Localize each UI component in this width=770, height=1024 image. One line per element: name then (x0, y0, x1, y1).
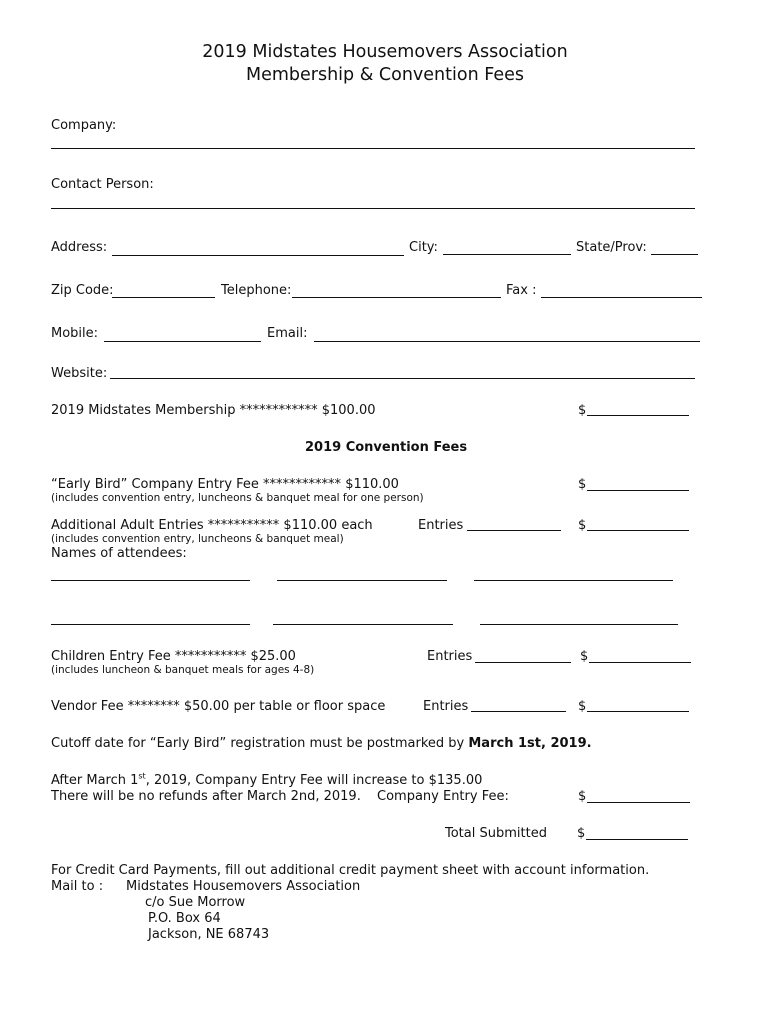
company-entry-fee-label: Company Entry Fee: (377, 789, 509, 804)
vendor-entries-line[interactable] (471, 711, 566, 712)
mail-address-line3: P.O. Box 64 (148, 911, 221, 926)
attendee-name-line[interactable] (277, 580, 447, 581)
mobile-label: Mobile: (51, 326, 99, 341)
total-dollar-sign: $ (577, 826, 586, 841)
credit-card-note: For Credit Card Payments, fill out additional credit payment sheet with account information. (51, 863, 650, 878)
early-bird-amount-line[interactable] (587, 490, 689, 491)
contact-person-label: Contact Person: (51, 177, 154, 192)
cutoff-notice (51, 736, 592, 752)
additional-amount-line[interactable] (587, 530, 689, 531)
early-bird-dollar-sign: $ (578, 477, 587, 492)
membership-amount-line[interactable] (587, 415, 689, 416)
company-field-line[interactable] (51, 148, 695, 149)
website-field-line[interactable] (110, 378, 695, 379)
city-field-line[interactable] (443, 254, 571, 255)
state-label: State/Prov: (576, 240, 647, 255)
additional-entries-line[interactable] (467, 530, 561, 531)
telephone-field-line[interactable] (292, 297, 501, 298)
children-note: (includes luncheon & banquet meals for ages 4-8) (51, 664, 315, 676)
children-dollar-sign: $ (580, 649, 589, 664)
cutoff-text: Cutoff date for “Early Bird” registration must be postmarked by (51, 736, 469, 751)
address-label: Address: (51, 240, 108, 255)
vendor-amount-line[interactable] (587, 711, 689, 712)
membership-fee-label: 2019 Midstates Membership ************ $100.00 (51, 403, 376, 418)
fax-field-line[interactable] (541, 297, 702, 298)
email-label: Email: (267, 326, 308, 341)
company-entry-fee-line[interactable] (587, 802, 690, 803)
vendor-entries-label: Entries (423, 699, 469, 714)
address-field-line[interactable] (112, 255, 404, 256)
mobile-field-line[interactable] (104, 341, 261, 342)
email-field-line[interactable] (314, 341, 700, 342)
city-label: City: (409, 240, 438, 255)
website-label: Website: (51, 366, 108, 381)
attendee-names-label: Names of attendees: (51, 546, 187, 561)
children-amount-line[interactable] (589, 662, 691, 663)
early-bird-note: (includes convention entry, luncheons & banquet meal for one person) (51, 492, 424, 504)
total-amount-line[interactable] (586, 839, 688, 840)
company-entry-fee-dollar-sign: $ (578, 789, 587, 804)
additional-adult-fee-label: Additional Adult Entries *********** $110.00 each (51, 518, 373, 533)
company-label: Company: (51, 118, 117, 133)
price-increase-prefix: After March 1 (51, 773, 139, 788)
contact-person-field-line[interactable] (51, 208, 695, 209)
early-bird-fee-label: “Early Bird” Company Entry Fee ************ $110.00 (51, 477, 399, 492)
additional-entries-label: Entries (418, 518, 464, 533)
attendee-name-line[interactable] (273, 624, 453, 625)
children-entries-line[interactable] (475, 662, 571, 663)
price-increase-sup: st (138, 771, 146, 781)
vendor-dollar-sign: $ (578, 699, 587, 714)
additional-dollar-sign: $ (578, 518, 587, 533)
mail-to-label: Mail to : (51, 879, 104, 894)
price-increase-notice (51, 773, 482, 789)
zip-label: Zip Code: (51, 283, 114, 298)
additional-adult-note: (includes convention entry, luncheons & banquet meal) (51, 533, 344, 545)
attendee-name-line[interactable] (51, 580, 250, 581)
mail-address-line2: c/o Sue Morrow (145, 895, 246, 910)
children-entries-label: Entries (427, 649, 473, 664)
convention-fees-heading: 2019 Convention Fees (305, 440, 468, 455)
membership-dollar-sign: $ (578, 403, 587, 418)
cutoff-date: March 1st, 2019. (468, 736, 592, 751)
attendee-name-line[interactable] (51, 624, 250, 625)
form-title-line2: Membership & Convention Fees (245, 65, 524, 85)
form-title-line1: 2019 Midstates Housemovers Association (202, 42, 568, 62)
attendee-name-line[interactable] (474, 580, 673, 581)
mail-address-line4: Jackson, NE 68743 (148, 927, 270, 942)
zip-field-line[interactable] (112, 297, 215, 298)
price-increase-suffix: , 2019, Company Entry Fee will increase to $135.00 (145, 773, 483, 788)
vendor-fee-label: Vendor Fee ******** $50.00 per table or floor space (51, 699, 386, 714)
mail-address-line1: Midstates Housemovers Association (126, 879, 361, 894)
refund-notice: There will be no refunds after March 2nd, 2019. (51, 789, 361, 804)
children-fee-label: Children Entry Fee *********** $25.00 (51, 649, 296, 664)
total-submitted-label: Total Submitted (445, 826, 547, 841)
state-field-line[interactable] (651, 254, 698, 255)
fax-label: Fax : (506, 283, 537, 298)
attendee-name-line[interactable] (480, 624, 678, 625)
telephone-label: Telephone: (221, 283, 292, 298)
